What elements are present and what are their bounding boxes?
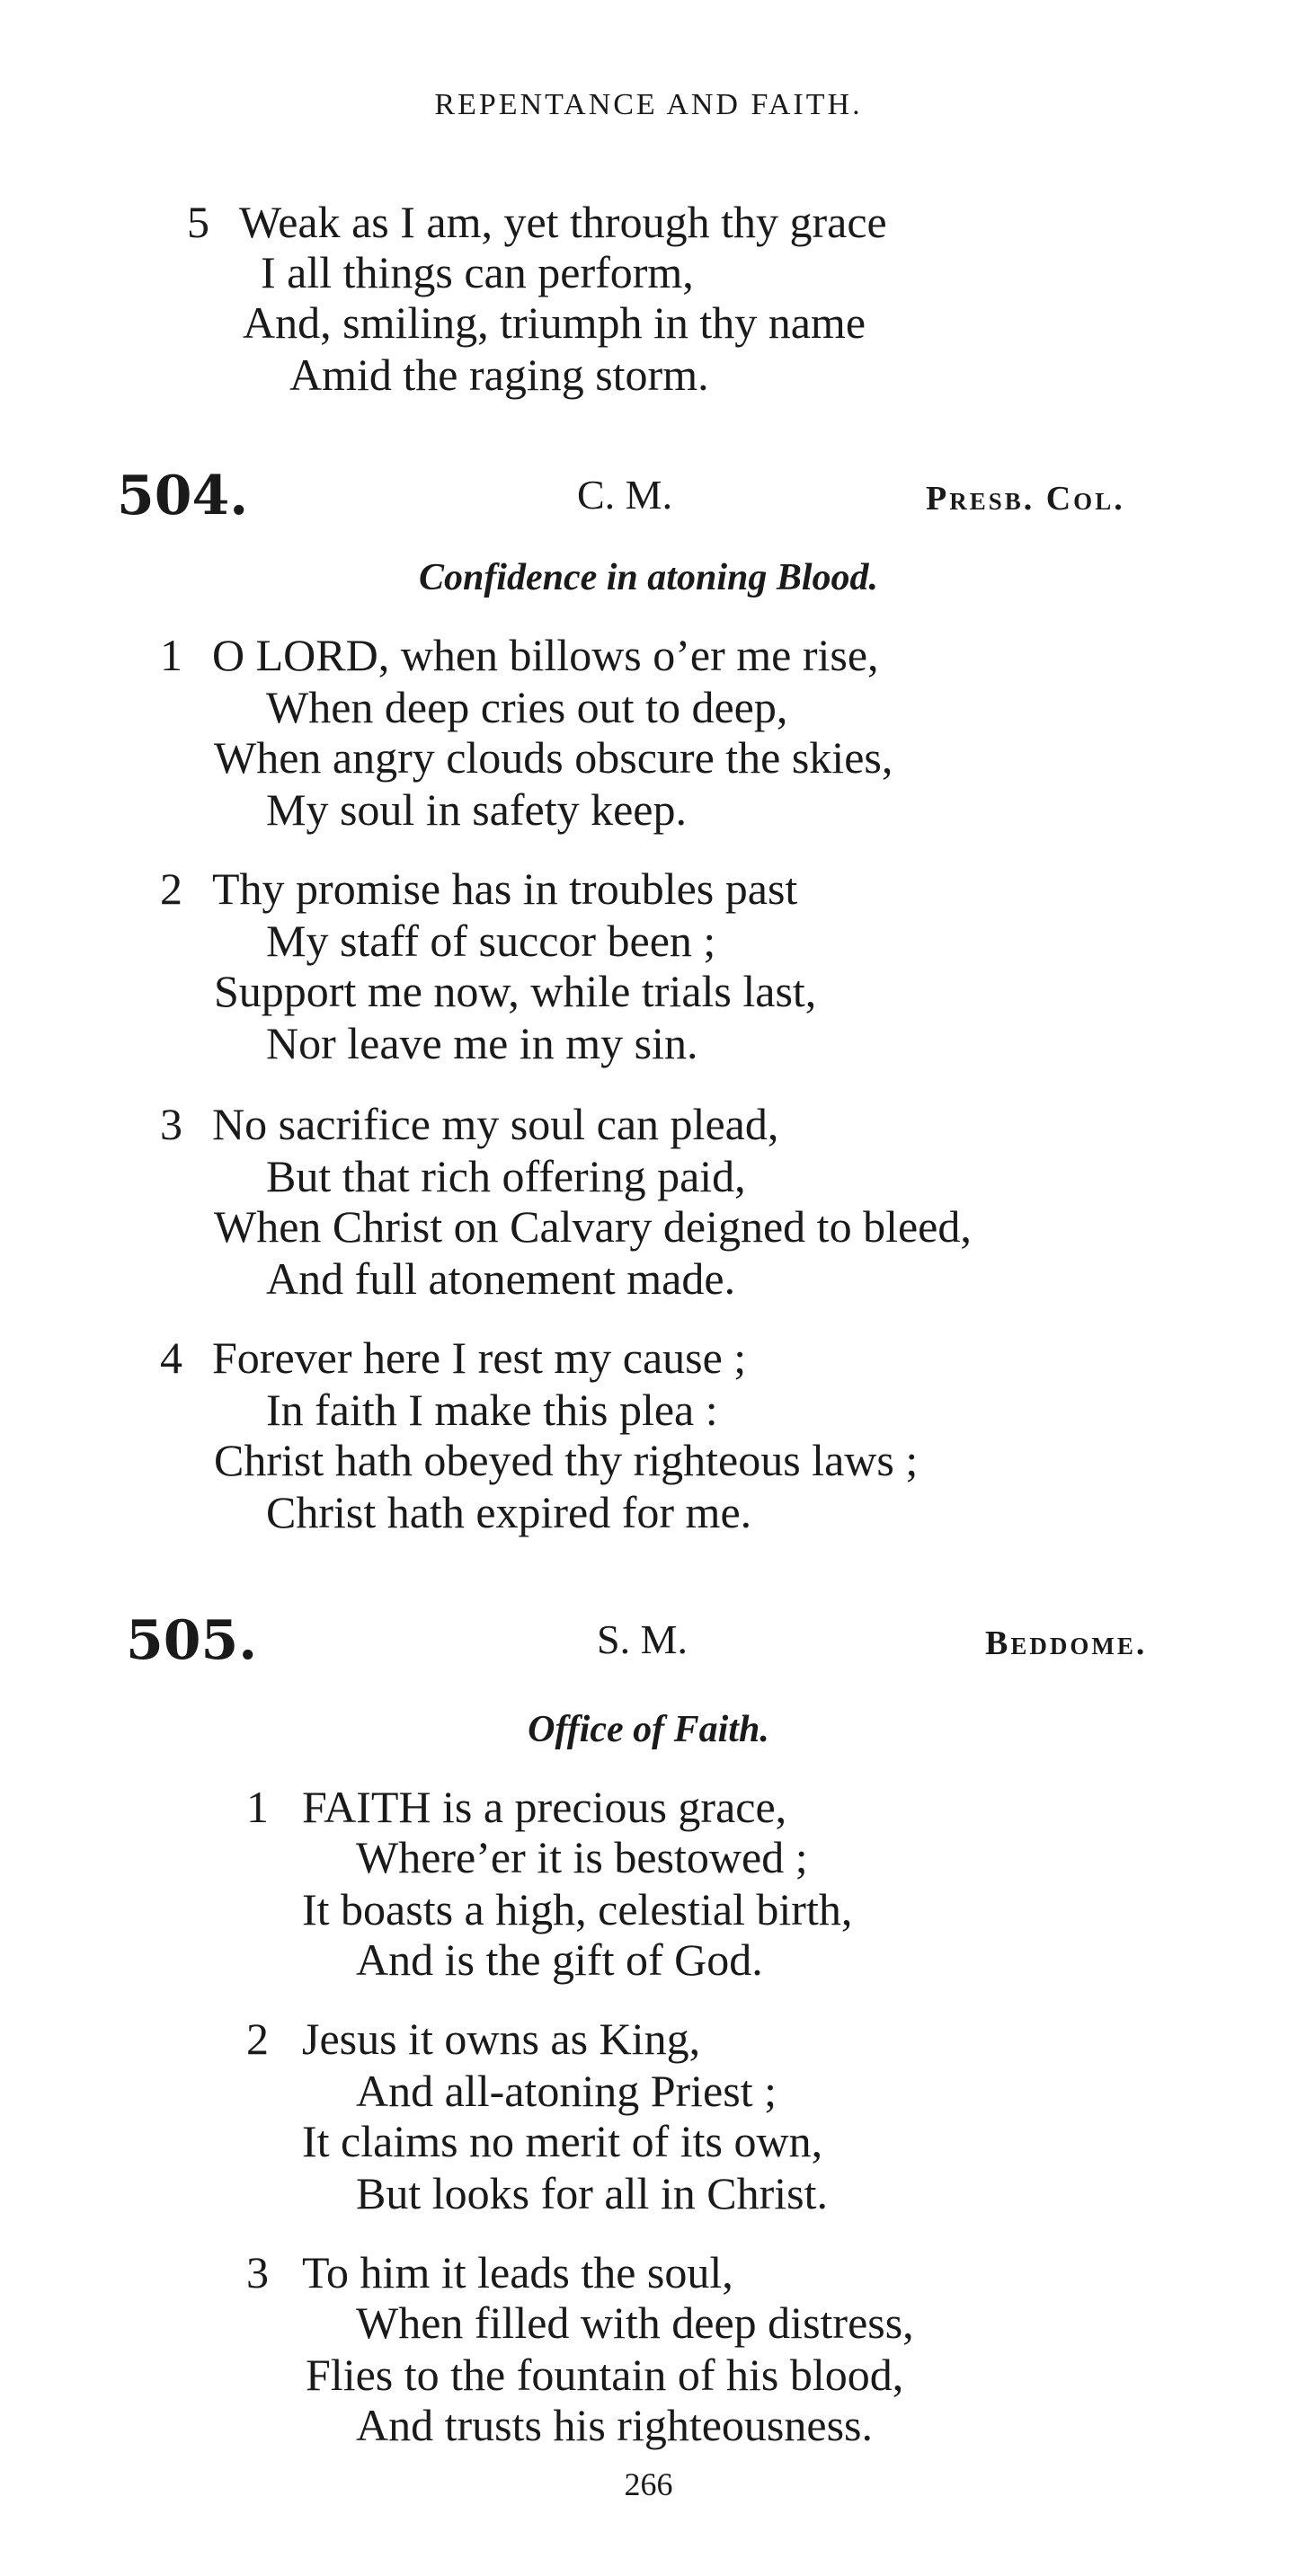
verse-line: When filled with deep distress, [356, 2297, 914, 2348]
stanza-number: 1 [246, 1782, 269, 1832]
stanza-number: 4 [160, 1332, 182, 1383]
verse-line: Christ hath expired for me. [266, 1487, 752, 1537]
verse-line: No sacrifice my soul can plead, [212, 1099, 779, 1149]
verse-line: Flies to the fountain of his blood, [306, 2350, 904, 2400]
verse-line: It claims no merit of its own, [302, 2116, 823, 2166]
verse-line: When Christ on Calvary deigned to bleed, [214, 1201, 972, 1252]
verse-line: In faith I make this plea : [266, 1385, 718, 1435]
verse-line: It boasts a high, celestial birth, [302, 1884, 853, 1934]
verse-line: Thy promise has in troubles past [212, 863, 798, 914]
stanza-number: 3 [160, 1099, 182, 1149]
verse-line: And trusts his righteousness. [356, 2400, 873, 2450]
stanza-number: 1 [160, 630, 182, 680]
verse-line: But looks for all in Christ. [356, 2168, 828, 2218]
verse-line: My staff of succor been ; [266, 916, 716, 966]
verse-line: Forever here I rest my cause ; [212, 1332, 747, 1383]
verse-line: Jesus it owns as King, [302, 2014, 701, 2064]
stanza-number: 5 [187, 197, 209, 247]
verse-line: Weak as I am, yet through thy grace [239, 197, 887, 247]
hymn-number: 504. [117, 465, 249, 527]
verse-line: Amid the raging storm. [289, 350, 709, 400]
hymn-subtitle: Office of Faith. [528, 1709, 769, 1750]
verse-line: O LORD, when billows o’er me rise, [212, 630, 879, 680]
verse-line: To him it leads the soul, [302, 2247, 733, 2297]
hymn-meter: C. M. [577, 472, 673, 518]
verse-line: And, smiling, triumph in thy name [243, 297, 866, 348]
stanza-number: 2 [246, 2014, 269, 2064]
hymn-number: 505. [126, 1609, 258, 1672]
stanza-number: 3 [246, 2247, 269, 2297]
verse-line: I all things can perform, [261, 247, 694, 297]
verse-line: Nor leave me in my sin. [266, 1018, 698, 1068]
verse-line: Christ hath obeyed thy righteous laws ; [214, 1435, 919, 1485]
verse-line: And all-atoning Priest ; [356, 2066, 777, 2116]
hymn-author: Presb. Col. [926, 480, 1125, 518]
page-number: 266 [624, 2466, 673, 2502]
verse-line: But that rich offering paid, [266, 1151, 746, 1201]
verse-line: When angry clouds obscure the skies, [214, 732, 893, 783]
verse-line: When deep cries out to deep, [266, 682, 788, 732]
verse-line: My soul in safety keep. [266, 784, 687, 835]
verse-line: And full atonement made. [266, 1253, 736, 1304]
verse-line: Support me now, while trials last, [214, 966, 817, 1016]
hymn-author: Beddome. [985, 1624, 1148, 1662]
stanza-number: 2 [160, 863, 182, 914]
running-head: REPENTANCE AND FAITH. [434, 88, 863, 121]
hymn-subtitle: Confidence in atoning Blood. [418, 557, 879, 598]
verse-line: Where’er it is bestowed ; [356, 1832, 808, 1882]
verse-line: FAITH is a precious grace, [302, 1782, 787, 1832]
hymn-meter: S. M. [597, 1616, 688, 1662]
verse-line: And is the gift of God. [356, 1934, 763, 1985]
